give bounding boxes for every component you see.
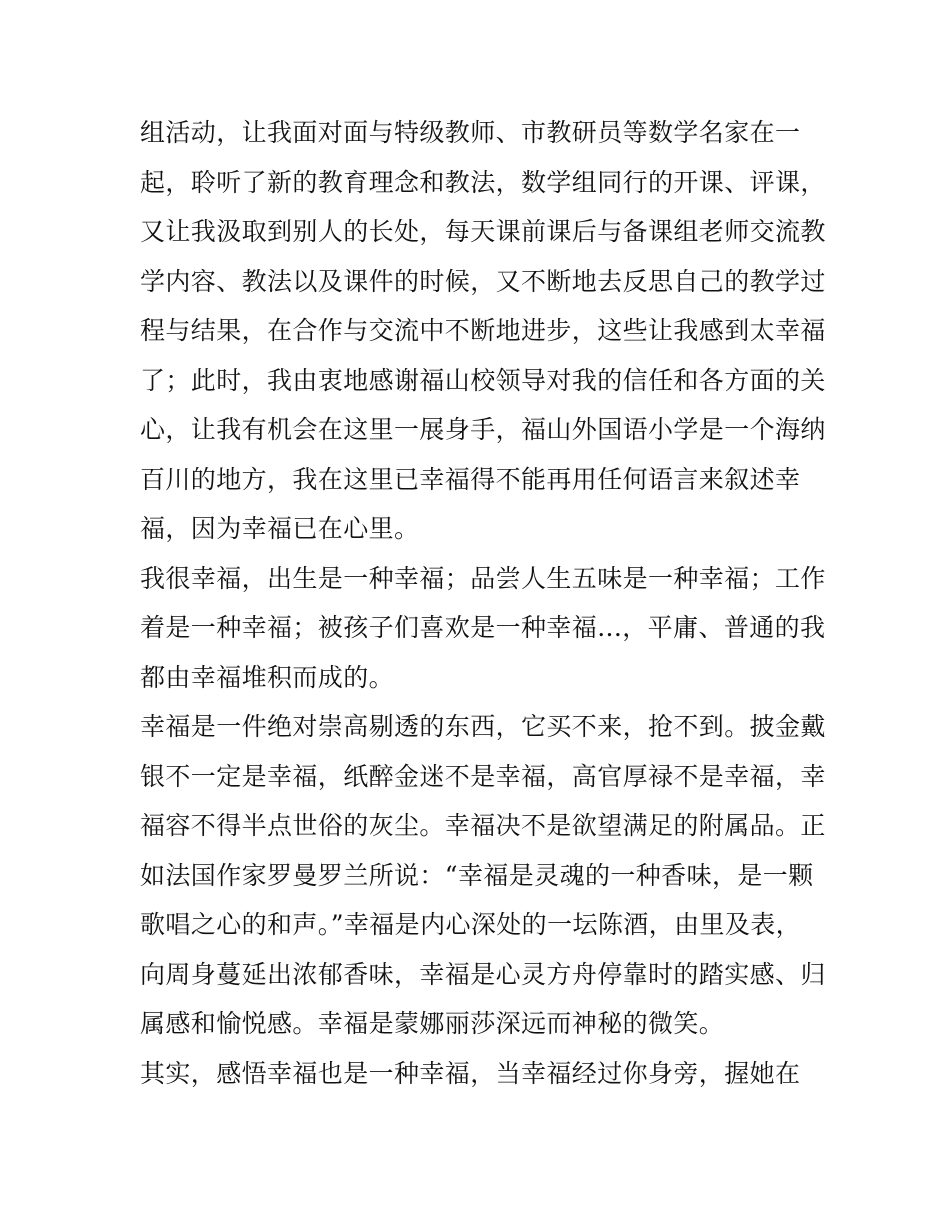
text-line: 程与结果，在合作与交流中不断地进步，这些让我感到太幸福 bbox=[140, 316, 826, 345]
text-line: 百川的地方，我在这里已幸福得不能再用任何语言来叙述幸 bbox=[140, 464, 801, 494]
text-line: 向周身蔓延出浓郁香味，幸福是心灵方舟停靠时的踏实感、归 bbox=[140, 959, 826, 989]
text-line: 福容不得半点世俗的灰尘。幸福决不是欲望满足的附属品。正 bbox=[140, 811, 826, 840]
text-line: 着是一种幸福；被孩子们喜欢是一种幸福...，平庸、普通的我 bbox=[140, 613, 826, 642]
text-line: 我很幸福，出生是一种幸福；品尝人生五味是一种幸福；工作 bbox=[140, 563, 826, 593]
text-line: 心，让我有机会在这里一展身手，福山外国语小学是一个海纳 bbox=[140, 415, 826, 444]
document-body bbox=[140, 108, 826, 1098]
text-line: 歌唱之心的和声。”幸福是内心深处的一坛陈酒，由里及表， bbox=[140, 910, 802, 939]
text-line: 又让我汲取到别人的长处，每天课前课后与备课组老师交流教 bbox=[140, 217, 826, 246]
text-line: 起，聆听了新的教育理念和教法，数学组同行的开课、评课， bbox=[140, 167, 826, 197]
text-line: 了；此时，我由衷地感谢福山校领导对我的信任和各方面的关 bbox=[140, 365, 826, 395]
text-line: 学内容、教法以及课件的时候，又不断地去反思自己的教学过 bbox=[140, 266, 826, 296]
text-line: 幸福是一件绝对崇高剔透的东西，它买不来，抢不到。披金戴 bbox=[140, 712, 826, 741]
text-line: 都由幸福堆积而成的。 bbox=[140, 662, 395, 692]
text-line: 如法国作家罗曼罗兰所说：“幸福是灵魂的一种香味，是一颗 bbox=[140, 860, 814, 890]
text-line: 福，因为幸福已在心里。 bbox=[140, 514, 420, 543]
text-line: 其实，感悟幸福也是一种幸福，当幸福经过你身旁，握她在 bbox=[140, 1058, 801, 1088]
text-line: 组活动，让我面对面与特级教师、市教研员等数学名家在一 bbox=[140, 118, 801, 147]
text-line: 属感和愉悦感。幸福是蒙娜丽莎深远而神秘的微笑。 bbox=[140, 1009, 725, 1038]
text-line: 银不一定是幸福，纸醉金迷不是幸福，高官厚禄不是幸福，幸 bbox=[140, 761, 826, 791]
